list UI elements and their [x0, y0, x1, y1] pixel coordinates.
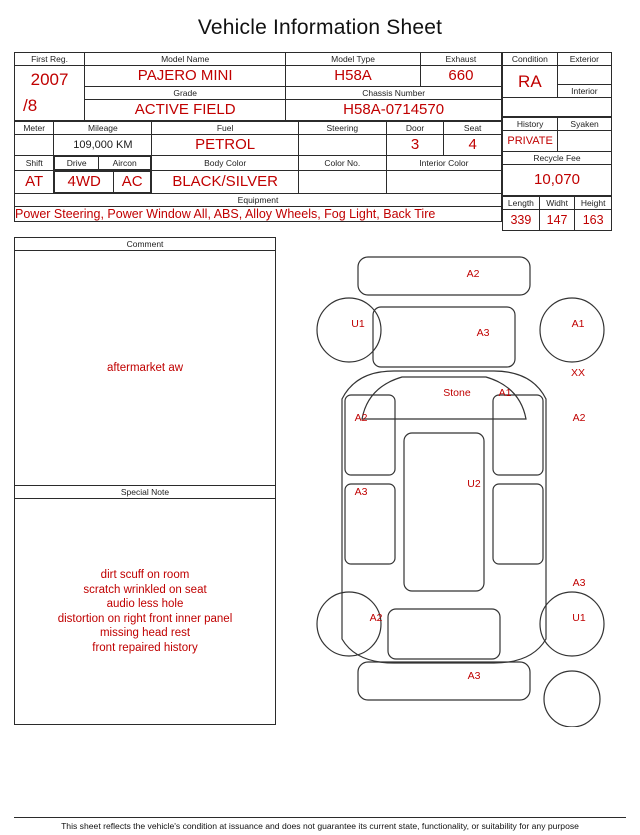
- height-label: Height: [575, 197, 612, 210]
- damage-mark: Stone: [443, 387, 471, 399]
- chassis-label: Chassis Number: [286, 87, 502, 100]
- comment-table: [14, 237, 276, 725]
- damage-mark: A3: [476, 327, 490, 339]
- grade-value: ACTIVE FIELD: [85, 100, 286, 121]
- exterior-value: [557, 66, 611, 85]
- condition-value-row: [503, 66, 612, 85]
- damage-mark: A2: [369, 612, 383, 624]
- wheel-front-left: [317, 298, 381, 362]
- drive-aircon-label-cell: [54, 156, 152, 171]
- length-label: Length: [503, 197, 540, 210]
- door-label: Door: [386, 122, 444, 135]
- door-front-right: [493, 395, 543, 475]
- damage-mark: A1: [498, 387, 512, 399]
- condition-labels-row: [503, 53, 612, 66]
- special-note-text: [15, 499, 276, 725]
- history-labels-row: [503, 118, 612, 131]
- special-note-label: Special Note: [15, 486, 276, 499]
- model-type-label: Model Type: [286, 53, 421, 66]
- color-no-label: Color No.: [298, 156, 386, 171]
- width-label: Widht: [539, 197, 574, 210]
- damage-mark: A3: [572, 577, 586, 589]
- comment-body-row: [15, 251, 276, 486]
- comment-label: Comment: [15, 238, 276, 251]
- damage-mark: A1: [571, 318, 585, 330]
- lower-section: [14, 237, 612, 727]
- damage-mark: A3: [467, 670, 481, 682]
- damage-mark: A2: [466, 268, 480, 280]
- model-name-value: PAJERO MINI: [85, 66, 286, 87]
- special-note-body-row: [15, 499, 276, 725]
- syaken-value: [558, 131, 612, 152]
- first-reg-month: /8: [23, 96, 38, 115]
- model-type-value: H58A: [286, 66, 421, 87]
- door-value: 3: [386, 135, 444, 156]
- page-title: Vehicle Information Sheet: [197, 16, 443, 39]
- rear-bumper: [358, 662, 530, 700]
- special-note-line: scratch wrinkled on seat: [83, 583, 207, 596]
- wheel-front-right: [540, 298, 604, 362]
- drive-aircon-value-cell: [54, 171, 152, 194]
- mileage-value: 109,000 KM: [54, 135, 152, 156]
- history-table: [502, 117, 612, 196]
- interior-value-row: [503, 98, 612, 117]
- equipment-value: Power Steering, Power Window All, ABS, Alloy Wheels, Fog Light, Back Tire: [15, 207, 502, 222]
- dimensions-labels-row: [503, 197, 612, 210]
- history-values-row: [503, 131, 612, 152]
- spec-values-row: [15, 135, 502, 156]
- spare-wheel: [544, 671, 600, 727]
- special-note-line: missing head rest: [99, 627, 191, 639]
- grade-label: Grade: [85, 87, 286, 100]
- door-front-left: [345, 395, 395, 475]
- special-note-line: audio less hole: [106, 598, 184, 610]
- history-value: PRIVATE: [503, 131, 558, 152]
- color-labels-row: [15, 156, 502, 171]
- first-reg-value-cell: [15, 66, 85, 121]
- comment-column: [14, 237, 276, 727]
- interior-color-label: Interior Color: [386, 156, 501, 171]
- damage-mark: XX: [570, 367, 586, 379]
- damage-mark: A2: [354, 412, 368, 424]
- damage-mark: U2: [467, 478, 481, 490]
- body-color-value: BLACK/SILVER: [152, 171, 299, 194]
- header-values-row-1: [15, 66, 502, 87]
- mileage-label: Mileage: [54, 122, 152, 135]
- chassis-value: H58A-0714570: [286, 100, 502, 121]
- length-value: 339: [503, 210, 540, 231]
- vehicle-main-table: [14, 52, 502, 121]
- first-reg-label: First Reg.: [15, 53, 85, 66]
- seat-label: Seat: [444, 122, 502, 135]
- color-values-row: [15, 171, 502, 194]
- fuel-label: Fuel: [152, 122, 299, 135]
- height-value: 163: [575, 210, 612, 231]
- comment-text: aftermarket aw: [15, 251, 276, 486]
- condition-table: [502, 52, 612, 117]
- exhaust-value: 660: [420, 66, 501, 87]
- dimensions-table: [502, 196, 612, 231]
- color-no-value: [298, 171, 386, 194]
- hood-panel: [373, 307, 515, 367]
- meter-value: [15, 135, 54, 156]
- syaken-label: Syaken: [558, 118, 612, 131]
- exhaust-label: Exhaust: [420, 53, 501, 66]
- comment-label-row: [15, 238, 276, 251]
- roof-panel: [404, 433, 484, 591]
- shift-label: Shift: [15, 156, 54, 171]
- damage-mark: U1: [572, 612, 586, 624]
- fuel-value: PETROL: [152, 135, 299, 156]
- recycle-fee-label: Recycle Fee: [503, 152, 612, 165]
- drive-label: Drive: [55, 157, 99, 170]
- shift-value: AT: [15, 171, 54, 194]
- vehicle-damage-diagram: [276, 237, 612, 727]
- width-value: 147: [539, 210, 574, 231]
- front-bumper: [358, 257, 530, 295]
- interior-color-value: [386, 171, 501, 194]
- steering-label: Steering: [298, 122, 386, 135]
- drive-value: 4WD: [55, 172, 114, 193]
- special-note-line: dirt scuff on room: [100, 569, 190, 581]
- header-values-row-2: [15, 100, 502, 121]
- header-labels-row-1: [15, 53, 502, 66]
- steering-value: [298, 135, 386, 156]
- spec-table: [14, 121, 502, 222]
- interior-label: Interior: [557, 85, 611, 98]
- damage-mark: A3: [354, 486, 368, 498]
- door-rear-right: [493, 484, 543, 564]
- spec-labels-row: [15, 122, 502, 135]
- special-note-label-row: [15, 486, 276, 499]
- equipment-label-row: [15, 194, 502, 207]
- wheel-rear-right: [540, 592, 604, 656]
- dimensions-values-row: [503, 210, 612, 231]
- recycle-fee-value-row: [503, 165, 612, 196]
- interior-value: [503, 98, 612, 117]
- recycle-fee-value: 10,070: [503, 165, 612, 196]
- header-section: [14, 52, 626, 231]
- aircon-label: Aircon: [98, 157, 150, 170]
- header-right-block: [502, 52, 612, 231]
- damage-mark: U1: [351, 318, 365, 330]
- special-note-line: distortion on right front inner panel: [57, 612, 233, 625]
- model-name-label: Model Name: [85, 53, 286, 66]
- aircon-value: AC: [114, 172, 151, 193]
- body-color-label: Body Color: [152, 156, 299, 171]
- footer-disclaimer: This sheet reflects the vehicle's condition at issuance and does not guarantee its current state, functionality, or suitability for any purpose: [14, 817, 626, 831]
- rear-gate: [388, 609, 500, 659]
- recycle-fee-label-row: [503, 152, 612, 165]
- equipment-value-row: [15, 207, 502, 222]
- damage-mark: A2: [572, 412, 586, 424]
- header-left-block: [14, 52, 502, 231]
- damage-diagram-svg: [276, 237, 612, 727]
- wheel-rear-left: [317, 592, 381, 656]
- header-labels-row-2: [15, 87, 502, 100]
- first-reg-year: 2007: [30, 70, 69, 89]
- exterior-label: Exterior: [557, 53, 611, 66]
- condition-label: Condition: [503, 53, 558, 66]
- door-rear-left: [345, 484, 395, 564]
- condition-value: RA: [503, 66, 558, 98]
- special-note-line: front repaired history: [92, 641, 198, 654]
- meter-label: Meter: [15, 122, 54, 135]
- seat-value: 4: [444, 135, 502, 156]
- history-label: History: [503, 118, 558, 131]
- equipment-label: Equipment: [15, 194, 502, 207]
